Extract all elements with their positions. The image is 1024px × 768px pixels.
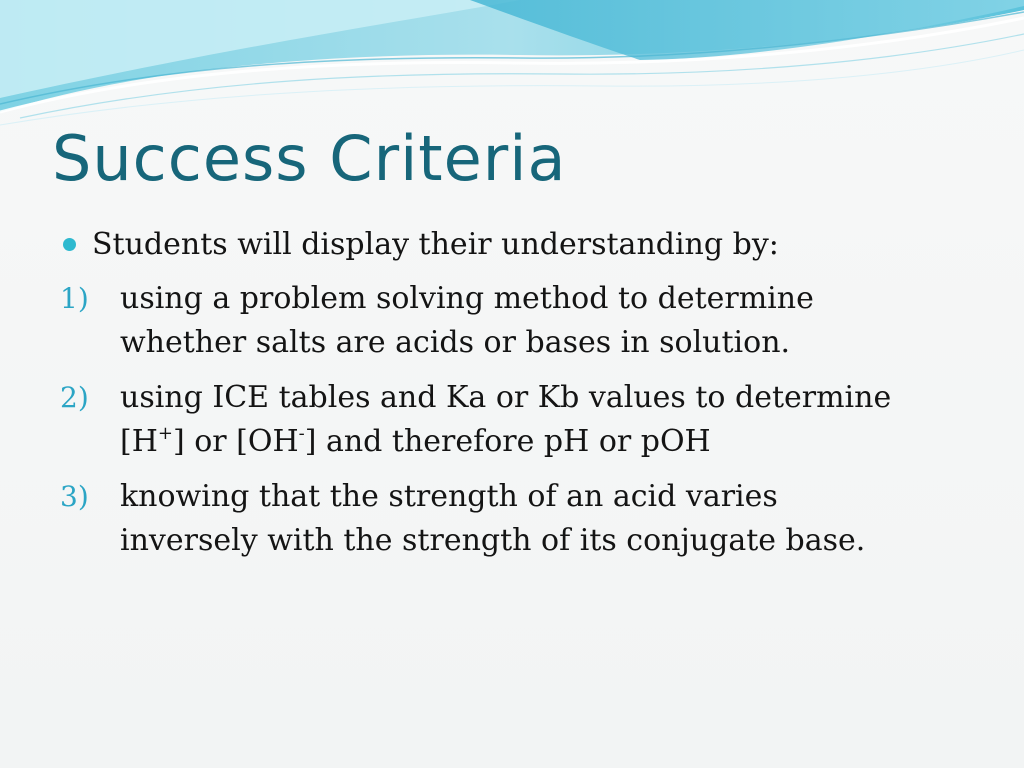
bullet-dot-icon bbox=[63, 238, 76, 251]
list-item-number: 1) bbox=[60, 282, 89, 315]
list-item-text: inversely with the strength of its conjugate base. bbox=[120, 523, 866, 558]
formula-text: ] or [OH bbox=[172, 424, 299, 459]
list-item bbox=[60, 277, 980, 365]
slide-content bbox=[60, 225, 980, 574]
header-wave-decoration bbox=[0, 0, 1024, 130]
list-item-text: using ICE tables and Ka or Kb values to determine bbox=[120, 380, 892, 415]
slide-title: Success Criteria bbox=[52, 122, 567, 195]
formula-text: [H bbox=[120, 424, 158, 459]
list-item-text: using a problem solving method to determine bbox=[120, 281, 814, 316]
criteria-list bbox=[60, 277, 980, 563]
list-item-number: 3) bbox=[60, 480, 89, 513]
formula-text: ] and therefore pH or pOH bbox=[304, 424, 711, 459]
superscript-minus: - bbox=[298, 423, 305, 444]
list-item-number: 2) bbox=[60, 381, 89, 414]
list-item-text: knowing that the strength of an acid varies bbox=[120, 479, 778, 514]
list-item bbox=[60, 475, 980, 563]
superscript-plus: + bbox=[157, 423, 173, 444]
intro-bullet bbox=[60, 225, 980, 265]
list-item-text bbox=[120, 420, 980, 464]
intro-bullet-text: Students will display their understanding by: bbox=[92, 227, 779, 262]
list-item bbox=[60, 376, 980, 464]
list-item-text: whether salts are acids or bases in solution. bbox=[120, 325, 791, 360]
